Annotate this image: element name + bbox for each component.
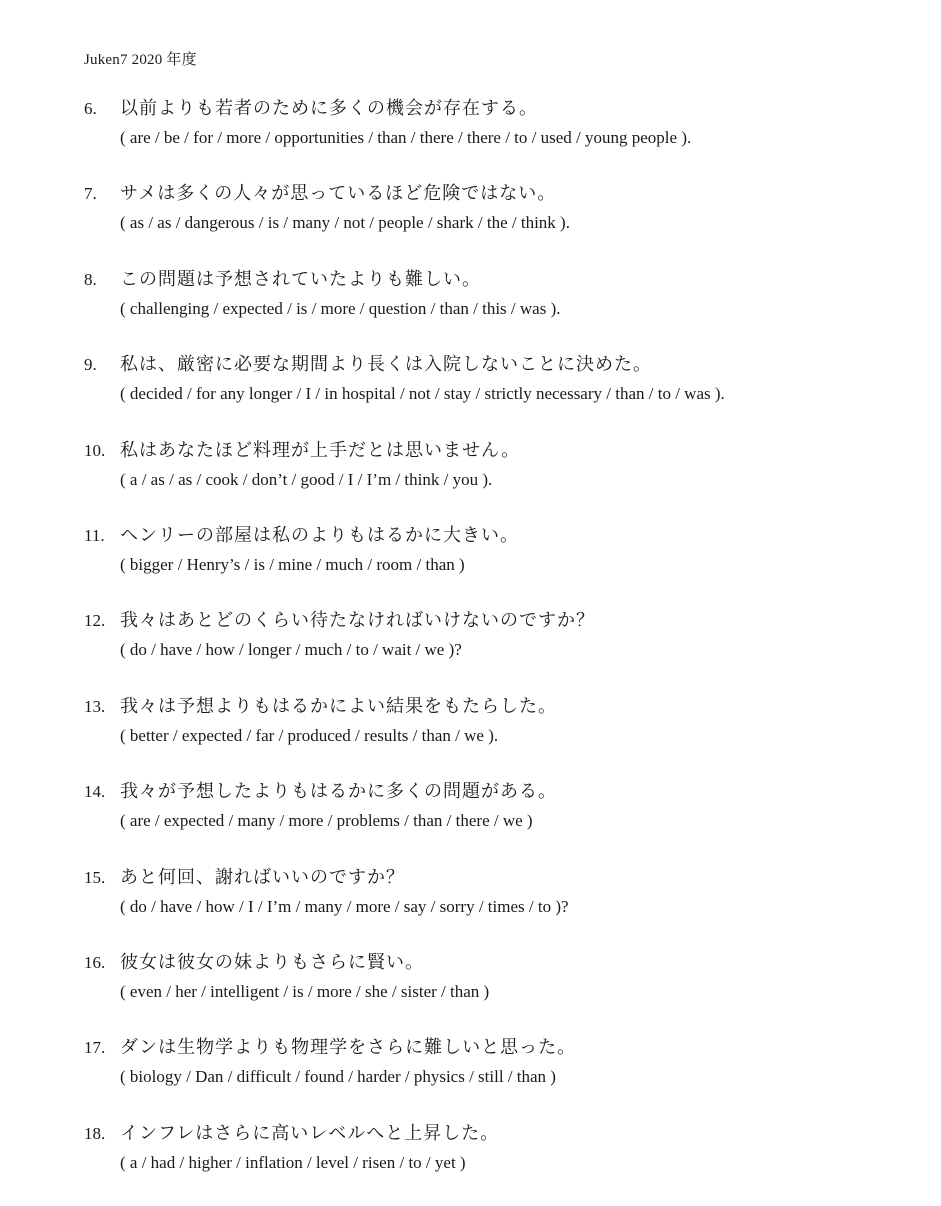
question-item — [84, 950, 924, 1035]
english-word-bank: ( better / expected / far / produced / results / than / we ). — [120, 725, 499, 745]
english-word-bank: ( biology / Dan / difficult / found / harder / physics / still / than ) — [120, 1067, 556, 1087]
japanese-sentence: ヘンリーの部屋は私のよりもはるかに大きい。 — [120, 524, 519, 546]
japanese-sentence: この問題は予想されていたよりも難しい。 — [120, 268, 481, 290]
english-word-bank: ( as / as / dangerous / is / many / not / people / shark / the / think ). — [120, 213, 570, 233]
japanese-sentence: 我々は予想よりもはるかによい結果をもたらした。 — [120, 695, 557, 717]
japanese-sentence: 以前よりも若者のために多くの機会が存在する。 — [120, 98, 538, 119]
question-item — [84, 181, 924, 266]
english-word-bank: ( bigger / Henry’s / is / mine / much / room / than ) — [120, 554, 465, 574]
question-number: 14. — [84, 782, 106, 802]
question-number: 11. — [84, 525, 105, 545]
question-number: 8. — [84, 269, 97, 289]
question-item — [84, 1035, 924, 1120]
question-number: 16. — [84, 952, 106, 972]
english-word-bank: ( a / as / as / cook / don’t / good / I / I’m / think / you ). — [120, 469, 493, 489]
question-item — [84, 694, 924, 779]
japanese-sentence: 我々はあとどのくらい待たなければいけないのですか？ — [120, 610, 595, 632]
question-number: 9. — [84, 355, 97, 375]
question-number: 6. — [84, 99, 97, 118]
question-number: 17. — [84, 1038, 106, 1058]
english-word-bank: ( do / have / how / longer / much / to / wait / we )? — [120, 640, 462, 660]
english-word-bank: ( are / be / for / more / opportunities / than / there / there / to / used / young people ). — [120, 128, 692, 147]
question-number: 13. — [84, 696, 106, 716]
question-item — [84, 779, 924, 864]
question-number: 10. — [84, 440, 106, 460]
english-word-bank: ( a / had / higher / inflation / level / risen / to / yet ) — [120, 1152, 466, 1172]
english-word-bank: ( do / have / how / I / I’m / many / more / say / sorry / times / to )? — [120, 896, 569, 916]
question-item — [84, 523, 924, 608]
question-item — [84, 608, 924, 693]
japanese-sentence: 私は、厳密に必要な期間より長くは入院しないことに決めた。 — [120, 354, 652, 376]
question-list — [84, 96, 924, 1206]
japanese-sentence: 彼女は彼女の妹よりもさらに賢い。 — [120, 951, 424, 973]
english-word-bank: ( challenging / expected / is / more / question / than / this / was ). — [120, 298, 561, 318]
japanese-sentence: あと何回、謝ればいいのですか？ — [120, 866, 405, 888]
japanese-sentence: サメは多くの人々が思っているほど危険ではない。 — [120, 183, 557, 205]
question-item — [84, 96, 924, 181]
question-item — [84, 352, 924, 437]
question-item — [84, 1121, 924, 1206]
english-word-bank: ( are / expected / many / more / problems / than / there / we ) — [120, 811, 533, 831]
english-word-bank: ( decided / for any longer / I / in hospital / not / stay / strictly necessary / than / to / was ). — [120, 384, 725, 404]
question-item — [84, 267, 924, 352]
japanese-sentence: 我々が予想したよりもはるかに多くの問題がある。 — [120, 781, 557, 803]
question-item — [84, 865, 924, 950]
japanese-sentence: 私はあなたほど料理が上手だとは思いません。 — [120, 439, 521, 461]
document-header: Juken7 2020 年度 — [84, 52, 197, 68]
question-number: 12. — [84, 611, 106, 631]
question-item — [84, 438, 924, 523]
question-number: 15. — [84, 867, 106, 887]
english-word-bank: ( even / her / intelligent / is / more / she / sister / than ) — [120, 981, 490, 1001]
japanese-sentence: ダンは生物学よりも物理学をさらに難しいと思った。 — [120, 1037, 577, 1059]
japanese-sentence: インフレはさらに高いレベルへと上昇した。 — [120, 1122, 500, 1144]
question-number: 18. — [84, 1123, 106, 1143]
question-number: 7. — [84, 184, 97, 204]
